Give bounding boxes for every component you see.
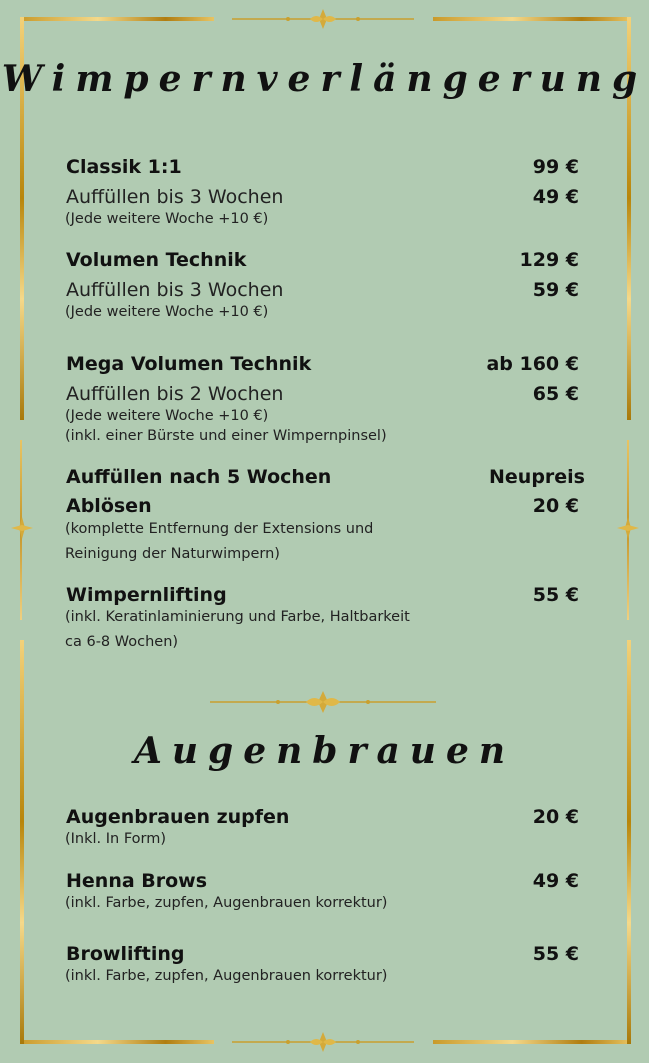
service-name: Mega Volumen Technik bbox=[66, 353, 312, 375]
service-note: (inkl. Farbe, zupfen, Augenbrauen korrektur) bbox=[65, 968, 388, 984]
service-refill: Auffüllen bis 3 Wochen bbox=[66, 186, 284, 208]
service-price: 20 € bbox=[532, 806, 579, 828]
service-note: (komplette Entfernung der Extensions und bbox=[65, 521, 374, 537]
service-note: (inkl. einer Bürste und einer Wimpernpinsel) bbox=[65, 428, 387, 444]
ornament-left-icon bbox=[10, 516, 34, 540]
service-note: (Jede weitere Woche +10 €) bbox=[65, 304, 269, 320]
frame-top-left bbox=[20, 17, 214, 21]
service-price: 129 € bbox=[519, 249, 579, 271]
service-refill: Auffüllen bis 3 Wochen bbox=[66, 279, 284, 301]
ornament-right-icon bbox=[616, 516, 640, 540]
service-price: 49 € bbox=[532, 870, 579, 892]
frame-bottom-right bbox=[433, 1040, 631, 1044]
service-note: ca 6-8 Wochen) bbox=[65, 634, 179, 650]
service-price: 20 € bbox=[532, 495, 579, 517]
frame-right-lower bbox=[627, 640, 631, 1044]
service-price: ab 160 € bbox=[486, 353, 579, 375]
service-price: 55 € bbox=[532, 584, 579, 606]
frame-top-right bbox=[433, 17, 631, 21]
frame-left-lower bbox=[20, 640, 24, 1044]
service-note: (inkl. Keratinlaminierung und Farbe, Haltbarkeit bbox=[65, 609, 410, 625]
service-name: Auffüllen nach 5 Wochen bbox=[66, 466, 332, 488]
service-name: Wimpernlifting bbox=[66, 584, 227, 606]
frame-bottom-left bbox=[20, 1040, 214, 1044]
ornament-top-icon bbox=[228, 8, 418, 30]
service-name: Augenbrauen zupfen bbox=[66, 806, 290, 828]
service-name: Browlifting bbox=[66, 943, 185, 965]
service-refill-price: 59 € bbox=[532, 279, 579, 301]
service-refill-price: 49 € bbox=[532, 186, 579, 208]
section-title-lashes: Wimpernverlängerung bbox=[1, 58, 648, 100]
service-price: 55 € bbox=[532, 943, 579, 965]
service-note: (Jede weitere Woche +10 €) bbox=[65, 408, 269, 424]
service-price: 99 € bbox=[532, 156, 579, 178]
service-note: (Inkl. In Form) bbox=[65, 831, 167, 847]
service-refill: Auffüllen bis 2 Wochen bbox=[66, 383, 284, 405]
section-title-brows: Augenbrauen bbox=[133, 730, 516, 772]
service-note: (Jede weitere Woche +10 €) bbox=[65, 211, 269, 227]
service-name: Volumen Technik bbox=[66, 249, 247, 271]
service-name: Ablösen bbox=[66, 495, 152, 517]
service-note: (inkl. Farbe, zupfen, Augenbrauen korrektur) bbox=[65, 895, 388, 911]
ornament-middle-icon bbox=[208, 690, 438, 714]
service-note: Reinigung der Naturwimpern) bbox=[65, 546, 280, 562]
service-name: Henna Brows bbox=[66, 870, 208, 892]
service-name: Classik 1:1 bbox=[66, 156, 182, 178]
service-price: Neupreis bbox=[489, 466, 585, 488]
ornament-bottom-icon bbox=[228, 1031, 418, 1053]
service-refill-price: 65 € bbox=[532, 383, 579, 405]
